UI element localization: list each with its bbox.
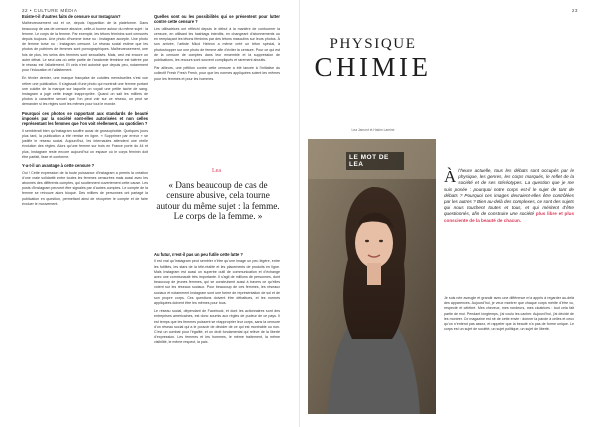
editorial-paragraph: Je suis née aveugle et grandir avec une différence m’a appris à regarder au-delà des apparences. Aujourd’hui, je veux montrer que chaque corps mérite d’être vu, respecté et célébré. Mes cheveux, mes rondeurs, mes cicatrices : tout cela fait partie de moi. Pendant longtemps, j’ai voulu les cacher. Aujourd’hui, j’ai décidé de les montrer. Ce magazine est né de cette envie : donner la parole à celles et ceux qu’on n’entend pas assez, et rappeler que la beauté n’a pas de forme unique. Le corps est un sujet de société, un sujet politique, un sujet de liberté. [444,296,574,332]
portrait-illustration [308,139,436,414]
page-folio-left: 22 • CULTURE MÉDIA [22,8,78,13]
article-paragraph: Malheureusement oui et ce, depuis l’apparition de la plateforme. Dans beaucoup de cas de censure abusive, celle-ci tourne autour du même sujet : la femme. Le corps de la femme. Par exemple, les tétons féminins sont censurés depuis toujours. Une photo d’homme torse nu : Instagram accepte. Une photo de femme torse nu : Instagram censure. Le réseau social estime que les photos de poitrines de femmes sont pornographiques. Malheureusement, une fois de plus, les seins des femmes sont sexualisés. Mais, ceci est encore un autre débat. Le seul cas où cette partie de l’anatomie féminine est tolérée par le réseau est l’allaitement. Et cela n’est autorisé que depuis peu, notamment pour l’éducation et l’allaitement. [22,21,148,73]
article-paragraph: Le réseau social, dépendant de Facebook, et dont les actionnaires sont des entreprises américaines, est donc soumis aux règles de pudeur de ce pays. Il est temps que les femmes puissent se réapproprier leur corps, sans la censure d’un réseau social qui a le pouvoir de décider de ce qui est montrable ou non. C’est un combat pour l’égalité, et un droit fondamental qui relève de la liberté d’expression. Les femmes et les hommes, le même traitement, la même visibilité, le même respect, la paix. [154,309,280,345]
drop-cap: À [444,167,457,186]
author-credit: Lea Jamont et Hakim Lamine [351,128,395,132]
article-question-heading: Existe-t-il d’autres faits de censure sur Instagram? [22,14,121,19]
editorial-body [444,296,574,335]
article-question-heading: Pourquoi ces photos se rapportant aux standards de beauté imposés par la société sont-elles autorisées et non celles représentant les femmes que l’on voit réellement, au quotidien ? [22,110,148,127]
column-tag: LE MOT DE LEA [346,152,404,170]
editorial-intro [444,168,574,224]
section-title-line-1: PHYSIQUE [329,36,417,52]
article-column-1 [22,14,148,210]
article-question-heading: Au futur, n’est-il pas un peu futile cette lutte ? [154,252,243,257]
page-folio-right: 23 [571,8,578,13]
article-paragraph: Oui ! Cette expression de la toute puissance d’Instagram a permis la création d’une vraie solidarité entre toutes les femmes censurées mais aussi avec les abonnés des différents comptes, qui soutiennent ouvertement cette cause. Les posts d’Instagram peuvent être signalés par d’autres comptes. Le compte de la femme se retrouve alors bloqué. Des milliers de personnes ont partagé la publication en question, permettant ainsi de récupérer le compte et de faire évoluer le mouvement. [22,170,148,206]
handwritten-note: Lea [212,168,221,174]
article-paragraph: Les utilisatrices ont réfléchi depuis le début à la manière de contourner la censure, en utilisant les hashtags interdits, en changeant d’abonnements ou en remplaçant les tétons féminins par des tétons masculins sur leurs photos. À son arrivée, l’artiste Micol Hebron a même créé un téton spécial, à photoshopper sur une photo de femme afin d’éviter la censure. Pour ce qui est de la censure de comptes dans leur ensemble et la suppression de publications, les recours sont souvent compliqués et rarement aboutis. [154,26,280,63]
pull-quote: « Dans beaucoup de cas de censure abusive, cela tourne autour du même sujet : la femme. Le corps de la femme. » [156,180,280,222]
article-paragraph: En février dernier, une marque française de culottes menstruelles s’est vue retirer une publication. Il s’agissait d’une photo qui montrait une femme portant une culotte de la marque sur laquelle on voyait une petite tache de sang. Instagram a jugé cette image inappropriée. Quand on sait les milliers de photos à caractère sexuel que l’on peut voir sur ce réseau, on peut se demander si les règles sont les mêmes pour tout le monde. [22,76,148,107]
article-question-heading: Y-a-t-il un avantage à cette censure ? [22,163,95,169]
section-title-line-2: CHIMIE [314,52,432,82]
intro-text: l’heure actuelle, tous les débats sont occupés par le physique, les genres, les corps marqués, le reflet de la société et de ses stéréotypes. La question que je me suis posée : pourquoi notre corps est-il le sujet de tant de débats ? Pourquoi ces images devraient-elles être contrôlées par les autres ? Bien au-delà des complexes, ce sont des sujets qui nous touchent toutes et tous, et qui méritent d’être questionnés, afin de construire une société [444,168,574,217]
article-column-2-continued [154,252,280,349]
article-paragraph: Il semblerait bien qu’Instagram souffre aussi de grossophobie. Quelques jours plus tard, la publication a été remise en ligne. « Supprimer par erreur » se justifie le réseau social. Aujourd’hui, les internautes attendent une réelle évolution des règles. Alors qu’une femme sur trois en France porte du 44 et plus, Instagram reste encore aujourd’hui un espace où le corps féminin doit être parfait, lisse et conforme. [22,128,148,159]
portrait-photo [308,139,436,414]
article-paragraph: Par ailleurs, une pétition contre cette censure a été lancée à l’initiative du collectif Fresh Fresh Fresh, pour que les normes appliquées soient les mêmes pour les femmes et pour les hommes. [154,66,280,81]
article-paragraph: Il est vrai qu’Instagram peut sembler n’être qu’une image un peu légère, entre les futilités, les stars de la télé-réalité et les placements de produits en ligne. Mais Instagram est aussi un superbe outil de communication et d’échange avec une communauté très importante. Il s’agit de millions de personnes, dont beaucoup de jeunes femmes, qui se construisent aussi à travers ce qu’elles voient sur les réseaux sociaux. Pour beaucoup de ces femmes, les réseaux sociaux et notamment Instagram sont une forme de représentation de soi et de son propre corps. Ces questions doivent être débattues, et les normes appliquées doivent être les mêmes pour tous. [154,259,280,306]
intro-accent-text: plus libre et plus consciente de la beauté de chacun. [444,211,574,223]
article-column-2 [154,14,280,85]
section-title [308,36,438,81]
article-question-heading: Quelles sont ou les possibilités qui se présentent pour lutter contre cette censure ? [154,14,280,25]
